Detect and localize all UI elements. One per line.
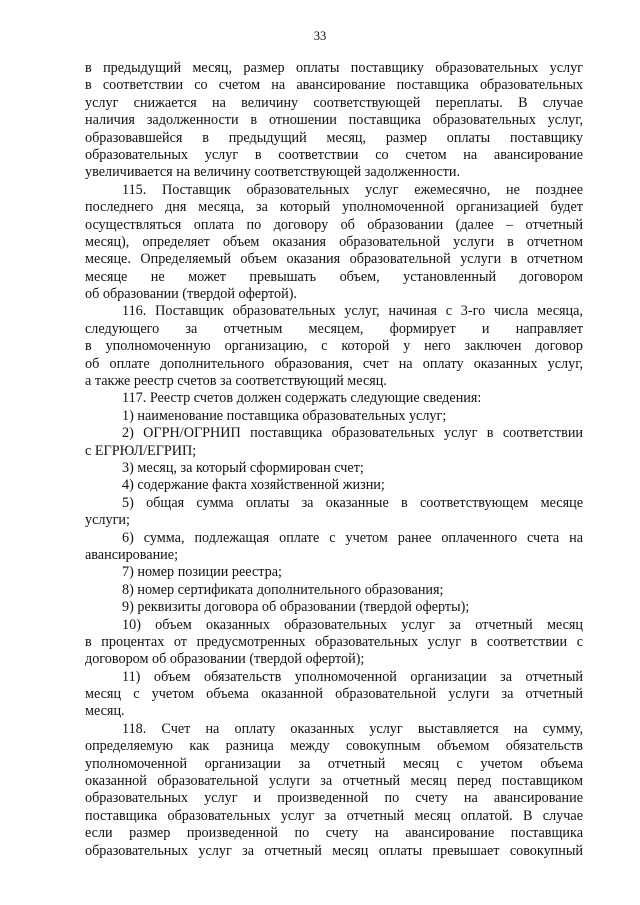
text-line: месяц. [85,703,125,720]
text-line: 6) сумма, подлежащая оплате с учетом ранее оплаченного счета на [122,529,583,546]
text-line: в уполномоченную организацию, с которой у него заключен договор [85,338,583,355]
text-line: месяце не может превышать объем, установленный договором [85,268,583,285]
text-line: об оплате дополнительного образования, счет на оплату оказанных услуг, [85,355,583,372]
text-line: услуги; [85,512,130,529]
text-line: поставщика образовательных услуг за отчетный месяц оплатой. В случае [85,807,583,824]
text-line: образовавшейся в предыдущий месяц, размер оплаты поставщику [85,129,583,146]
text-line: 116. Поставщик образовательных услуг, начиная с 3-го числа месяца, [122,303,583,320]
text-line: уполномоченной организации за отчетный месяц с учетом объема [85,755,583,772]
text-line: в соответствии со счетом на авансирование поставщика образовательных [85,77,583,94]
text-line: 7) номер позиции реестра; [122,564,282,581]
page-number: 33 [313,29,327,43]
text-line: образовательных услуг в соответствии со счетом на авансирование [85,146,583,163]
text-line: образовательных услуг и произведенной по счету на авансирование [85,790,583,807]
text-line: оказанной образовательной услуги за отчетный месяц перед поставщиком [85,773,583,790]
text-line: 11) объем обязательств уполномоченной организации за отчетный [122,668,583,685]
text-line: 3) месяц, за который сформирован счет; [122,459,364,476]
text-line: 5) общая сумма оплаты за оказанные в соответствующем месяце [122,494,583,511]
text-line: 10) объем оказанных образовательных услуг за отчетный месяц [122,616,583,633]
text-line: с ЕГРЮЛ/ЕГРИП; [85,442,197,459]
text-line: услуг снижается на величину соответствующей переплаты. В случае [85,94,583,111]
text-line: авансирование; [85,546,179,563]
document-body [85,60,583,860]
text-line: следующего за отчетным месяцем, формирует и направляет [85,320,583,337]
text-line: в предыдущий месяц, размер оплаты поставщику образовательных услуг [85,60,583,76]
text-line: договором об образовании (твердой офертой); [85,651,365,668]
text-line: 1) наименование поставщика образовательных услуг; [122,407,447,424]
text-line: 118. Счет на оплату оказанных услуг выставляется на сумму, [122,720,583,737]
text-line: последнего дня месяца, за который уполномоченной организацией будет [85,199,583,216]
text-line: об образовании (твердой офертой). [85,286,297,303]
text-line: образовательных услуг за отчетный месяц оплаты превышает совокупный [85,842,583,859]
text-line: 9) реквизиты договора об образовании (твердой оферты); [122,599,470,616]
text-line: месяце. Определяемый объем оказания образовательной услуги в отчетном [85,251,583,268]
text-line: 4) содержание факта хозяйственной жизни; [122,477,385,494]
text-line: если размер произведенной по счету на авансирование поставщика [85,825,583,842]
text-line: а также реестр счетов за соответствующий месяц. [85,373,387,390]
text-line: определяемую как разница между совокупным объемом обязательств [85,738,583,755]
text-line: 8) номер сертификата дополнительного образования; [122,581,444,598]
text-line: в процентах от предусмотренных образовательных услуг в соответствии с [85,633,583,650]
text-line: наличия задолженности в отношении поставщика образовательных услуг, [85,112,583,129]
text-line: увеличивается на величину соответствующей задолженности. [85,164,461,181]
text-line: осуществляться оплата по договору об образовании (далее – отчетный [85,216,583,233]
text-line: месяц), определяет объем оказания образовательной услуги в отчетном [85,233,583,250]
text-line: 115. Поставщик образовательных услуг ежемесячно, не позднее [122,181,583,198]
text-line: 2) ОГРН/ОГРНИП поставщика образовательных услуг в соответствии [122,425,583,442]
text-line: 117. Реестр счетов должен содержать следующие сведения: [122,390,482,407]
text-line: месяц с учетом объема оказанной образовательной услуги за отчетный [85,686,583,703]
